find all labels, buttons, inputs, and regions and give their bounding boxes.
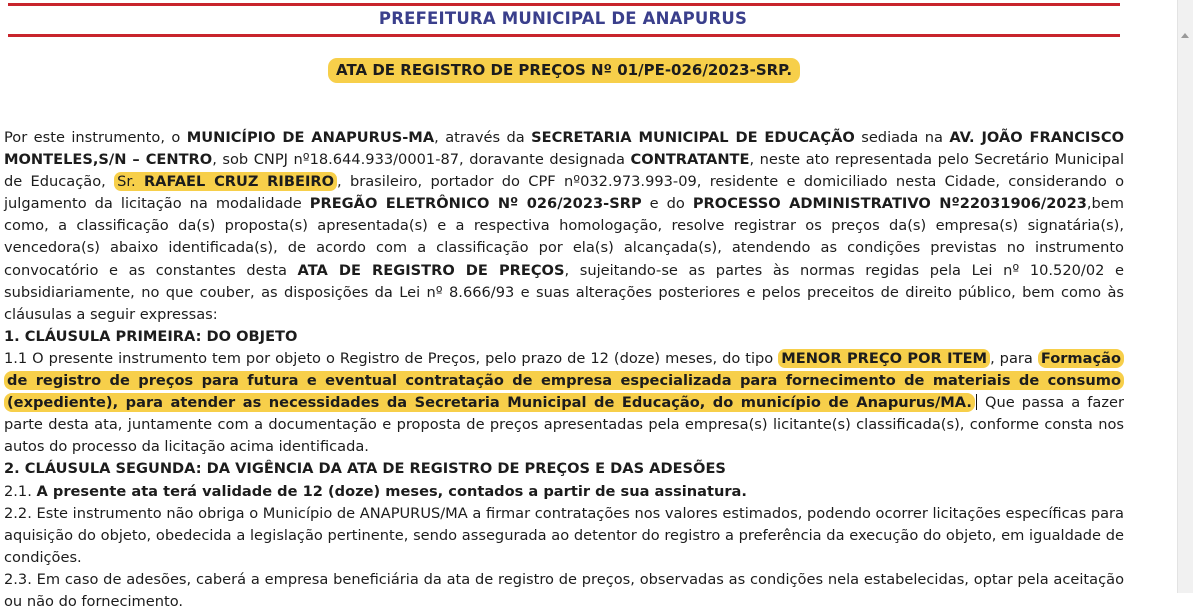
clause2-heading: 2. CLÁUSULA SEGUNDA: DA VIGÊNCIA DA ATA DE REGISTRO DE PREÇOS E DAS ADESÕES bbox=[4, 460, 726, 478]
header-top-rule bbox=[8, 3, 1120, 6]
clause2-1-number: 2.1. bbox=[4, 482, 37, 500]
intro-text-3: sediada na bbox=[854, 129, 950, 146]
intro-text-8: ,bem como, a classificação da(s) proposta(s) apresentada(s) e a respectiva homologação, resolve registrar os preços da(s) empresa(s) signatária(s), vencedora(s) abaixo identificada(s), de acordo com a classificação por ela(s) alcançada(s), atendendo as condições previstas no instrumento convocatório e as constantes desta bbox=[4, 195, 1124, 279]
intro-bold-pregao: PREGÃO ELETRÔNICO Nº 026/2023-SRP bbox=[309, 195, 642, 213]
intro-secretary-name: RAFAEL CRUZ RIBEIRO bbox=[143, 173, 335, 191]
intro-sr: Sr. bbox=[117, 173, 144, 191]
text-cursor bbox=[976, 394, 977, 410]
intro-text-1: Por este instrumento, o bbox=[4, 129, 187, 146]
clause1-text-1: 1.1 O presente instrumento tem por objeto o Registro de Preços, pelo prazo de 12 (doze) meses, do tipo bbox=[4, 349, 779, 367]
intro-text-2: , através da bbox=[434, 129, 532, 146]
document-body bbox=[4, 127, 1124, 613]
intro-bold-processo: PROCESSO ADMINISTRATIVO Nº22031906/2023 bbox=[692, 195, 1087, 213]
intro-text-4: , sob CNPJ nº18.644.933/0001-87, doravante designada bbox=[212, 151, 631, 169]
header-bottom-rule bbox=[8, 34, 1120, 37]
intro-bold-municipio: MUNICÍPIO DE ANAPURUS-MA bbox=[186, 129, 435, 146]
intro-text-9: , sujeitando-se as partes às normas regidas pela Lei nº 10.520/02 e subsidiariamente, no que couber, as disposições da Lei nº 8.666/93 e suas alterações posteriores e pelos preceitos de direito público, bem como às cláusulas a seguir expressas: bbox=[4, 261, 1124, 323]
intro-text-6: , brasileiro, portador do CPF nº032.973.993-09, residente e domiciliado nesta Cidade, considerando o julgamento da licitação na modalidade bbox=[4, 173, 1124, 213]
intro-paragraph bbox=[4, 127, 1124, 326]
page-header-title: PREFEITURA MUNICIPAL DE ANAPURUS bbox=[378, 9, 748, 28]
intro-text-7: e do bbox=[641, 195, 693, 213]
clause2-1-bold: A presente ata terá validade de 12 (doze) meses bbox=[36, 482, 438, 500]
clause1-heading: 1. CLÁUSULA PRIMEIRA: DO OBJETO bbox=[4, 327, 298, 345]
clause2-item-2-2: 2.2. Este instrumento não obriga o Município de ANAPURUS/MA a firmar contratações nos valores estimados, podendo ocorrer licitações específicas para aquisição do objeto, obedecida a legislação pertinente, sendo assegurada ao detentor do registro a preferência da execução do objeto, em igualdade de condições. bbox=[4, 504, 1124, 566]
vertical-scrollbar[interactable] bbox=[1177, 0, 1193, 593]
clause2-item-2-3: 2.3. Em caso de adesões, caberá a empresa beneficiária da ata de registro de preços, observadas as condições nela estabelecidas, optar pela aceitação ou não do fornecimento. bbox=[4, 570, 1124, 610]
clause1-text-3: Que passa a fazer parte desta ata, juntamente com a documentação e proposta de preços apresentadas pela empresa(s) licitante(s) classificada(s), conforme consta nos autos do processo da licitação acima identificada. bbox=[4, 394, 1125, 456]
clause1-paragraph bbox=[4, 348, 1124, 458]
ata-title: ATA DE REGISTRO DE PREÇOS Nº 01/PE-026/2023-SRP. bbox=[328, 58, 800, 83]
clause1-text-2: , para bbox=[990, 349, 1038, 367]
clause2-item-2-1 bbox=[4, 481, 1124, 503]
highlight-menor-preco: MENOR PREÇO POR ITEM bbox=[778, 349, 990, 368]
highlight-objeto: Formação de registro de preços para futura e eventual contratação de empresa especializada para fornecimento de materiais de consumo (expediente), para atender as necessidades da Secretaria Municipal de Educação, do município de Anapurus/MA. bbox=[4, 349, 1124, 412]
intro-text-5: , neste ato representada pelo Secretário Municipal de Educação, bbox=[4, 151, 1124, 191]
intro-bold-address: AV. JOÃO FRANCISCO MONTELES,S/N – CENTRO bbox=[4, 129, 1124, 169]
intro-bold-secretaria: SECRETARIA MUNICIPAL DE EDUCAÇÃO bbox=[531, 129, 855, 146]
highlight-secretary-name bbox=[114, 172, 337, 191]
scroll-up-arrow-icon[interactable] bbox=[1181, 33, 1189, 38]
intro-bold-ata: ATA DE REGISTRO DE PREÇOS bbox=[297, 261, 565, 279]
intro-bold-contratante: CONTRATANTE bbox=[630, 151, 750, 169]
clause2-1-tail: , contados a partir de sua assinatura. bbox=[437, 482, 747, 500]
